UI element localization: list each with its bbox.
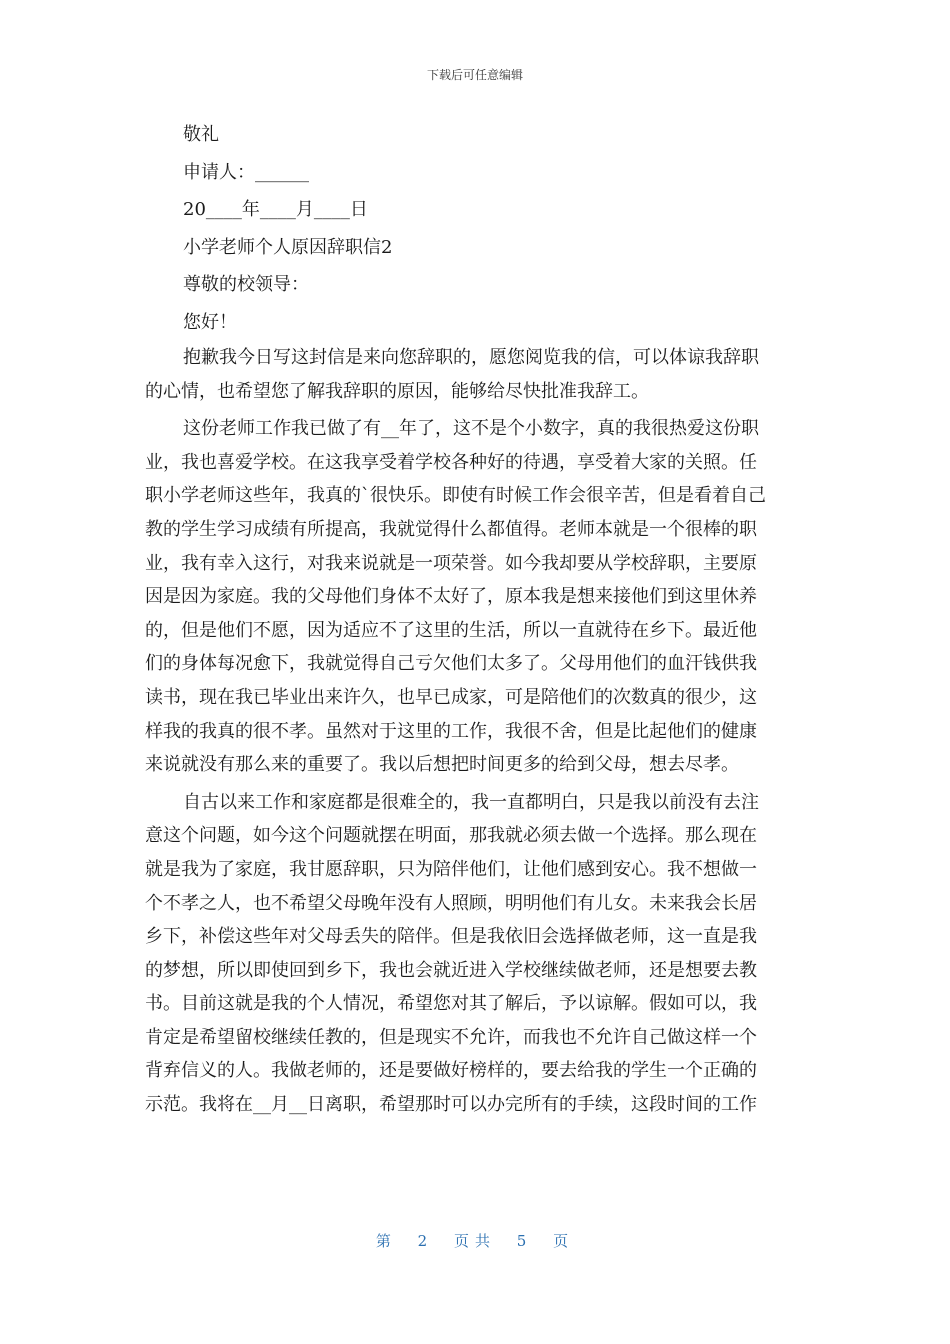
paragraph-line: 抱歉我今日写这封信是来向您辞职的，愿您阅览我的信，可以体谅我辞职 <box>183 347 759 368</box>
footer-current-page: 2 <box>417 1232 434 1250</box>
paragraph-line: 业，我也喜爱学校。在这我享受着学校各种好的待遇，享受着大家的关照。任 <box>145 451 757 473</box>
footer-total-pages: 5 <box>516 1232 533 1250</box>
paragraph-line: 的，但是他们不愿，因为适应不了这里的生活，所以一直就待在乡下。最近他 <box>145 619 757 641</box>
paragraph-line: 乡下，补偿这些年对父母丢失的陪伴。但是我依旧会选择做老师，这一直是我 <box>145 926 757 948</box>
paragraph-line: 背弃信义的人。我做老师的，还是要做好榜样的，要去给我的学生一个正确的 <box>145 1060 757 1082</box>
paragraph-1 <box>145 341 810 408</box>
letter-hello: 您好！ <box>183 311 237 333</box>
paragraph-line: 自古以来工作和家庭都是很难全的，我一直都明白，只是我以前没有去注 <box>183 791 759 813</box>
footer-suffix: 页 <box>553 1232 575 1250</box>
paragraph-line: 示范。我将在__月__日离职，希望那时可以办完所有的手续，这段时间的工作 <box>145 1094 757 1116</box>
footer-middle: 页共 <box>453 1232 496 1250</box>
paragraph-line: 职小学老师这些年，我真的`很快乐。即使有时候工作会很辛苦，但是看着自己 <box>145 485 766 507</box>
date-line: 20____年____月____日 <box>183 199 368 220</box>
paragraph-line: 肯定是希望留校继续任教的，但是现实不允许，而我也不允许自己做这样一个 <box>145 1026 757 1048</box>
closing-salute: 敬礼 <box>183 124 219 145</box>
paragraph-line: 教的学生学习成绩有所提高，我就觉得什么都值得。老师本就是一个很棒的职 <box>145 518 757 540</box>
paragraph-line: 来说就没有那么来的重要了。我以后想把时间更多的给到父母，想去尽孝。 <box>145 754 739 776</box>
paragraph-line: 因是因为家庭。我的父母他们身体不太好了，原本我是想来接他们到这里休养 <box>145 586 757 608</box>
page-footer <box>0 1230 950 1251</box>
paragraph-line: 们的身体每况愈下，我就觉得自己亏欠他们太多了。父母用他们的血汗钱供我 <box>145 653 757 675</box>
paragraph-line: 的梦想，所以即使回到乡下，我也会就近进入学校继续做老师，还是想要去教 <box>145 959 757 981</box>
page-header: 下载后可任意编辑 <box>426 68 523 82</box>
document-body <box>145 116 810 1122</box>
paragraph-line: 样我的我真的很不孝。虽然对于这里的工作，我很不舍，但是比起他们的健康 <box>145 720 757 742</box>
paragraph-line: 个不孝之人，也不希望父母晚年没有人照顾，明明他们有儿女。未来我会长居 <box>145 892 757 914</box>
paragraph-line: 意这个问题，如今这个问题就摆在明面，那我就必须去做一个选择。那么现在 <box>145 825 757 847</box>
paragraph-line: 这份老师工作我已做了有__年了，这不是个小数字，真的我很热爱这份职 <box>183 418 759 440</box>
footer-prefix: 第 <box>375 1232 397 1250</box>
applicant-line: 申请人：______ <box>183 161 309 183</box>
letter-greeting: 尊敬的校领导： <box>183 274 309 295</box>
paragraph-line: 就是我为了家庭，我甘愿辞职，只为陪伴他们，让他们感到安心。我不想做一 <box>145 858 757 880</box>
paragraph-line: 书。目前这就是我的个人情况，希望您对其了解后，予以谅解。假如可以，我 <box>145 993 757 1015</box>
letter-title: 小学老师个人原因辞职信2 <box>183 236 393 258</box>
paragraph-2 <box>145 412 810 782</box>
paragraph-3 <box>145 786 810 1122</box>
paragraph-line: 的心情，也希望您了解我辞职的原因，能够给尽快批准我辞工。 <box>145 380 649 402</box>
paragraph-line: 读书，现在我已毕业出来许久，也早已成家，可是陪他们的次数真的很少，这 <box>145 686 757 708</box>
paragraph-line: 业，我有幸入这行，对我来说就是一项荣誉。如今我却要从学校辞职，主要原 <box>145 552 757 574</box>
